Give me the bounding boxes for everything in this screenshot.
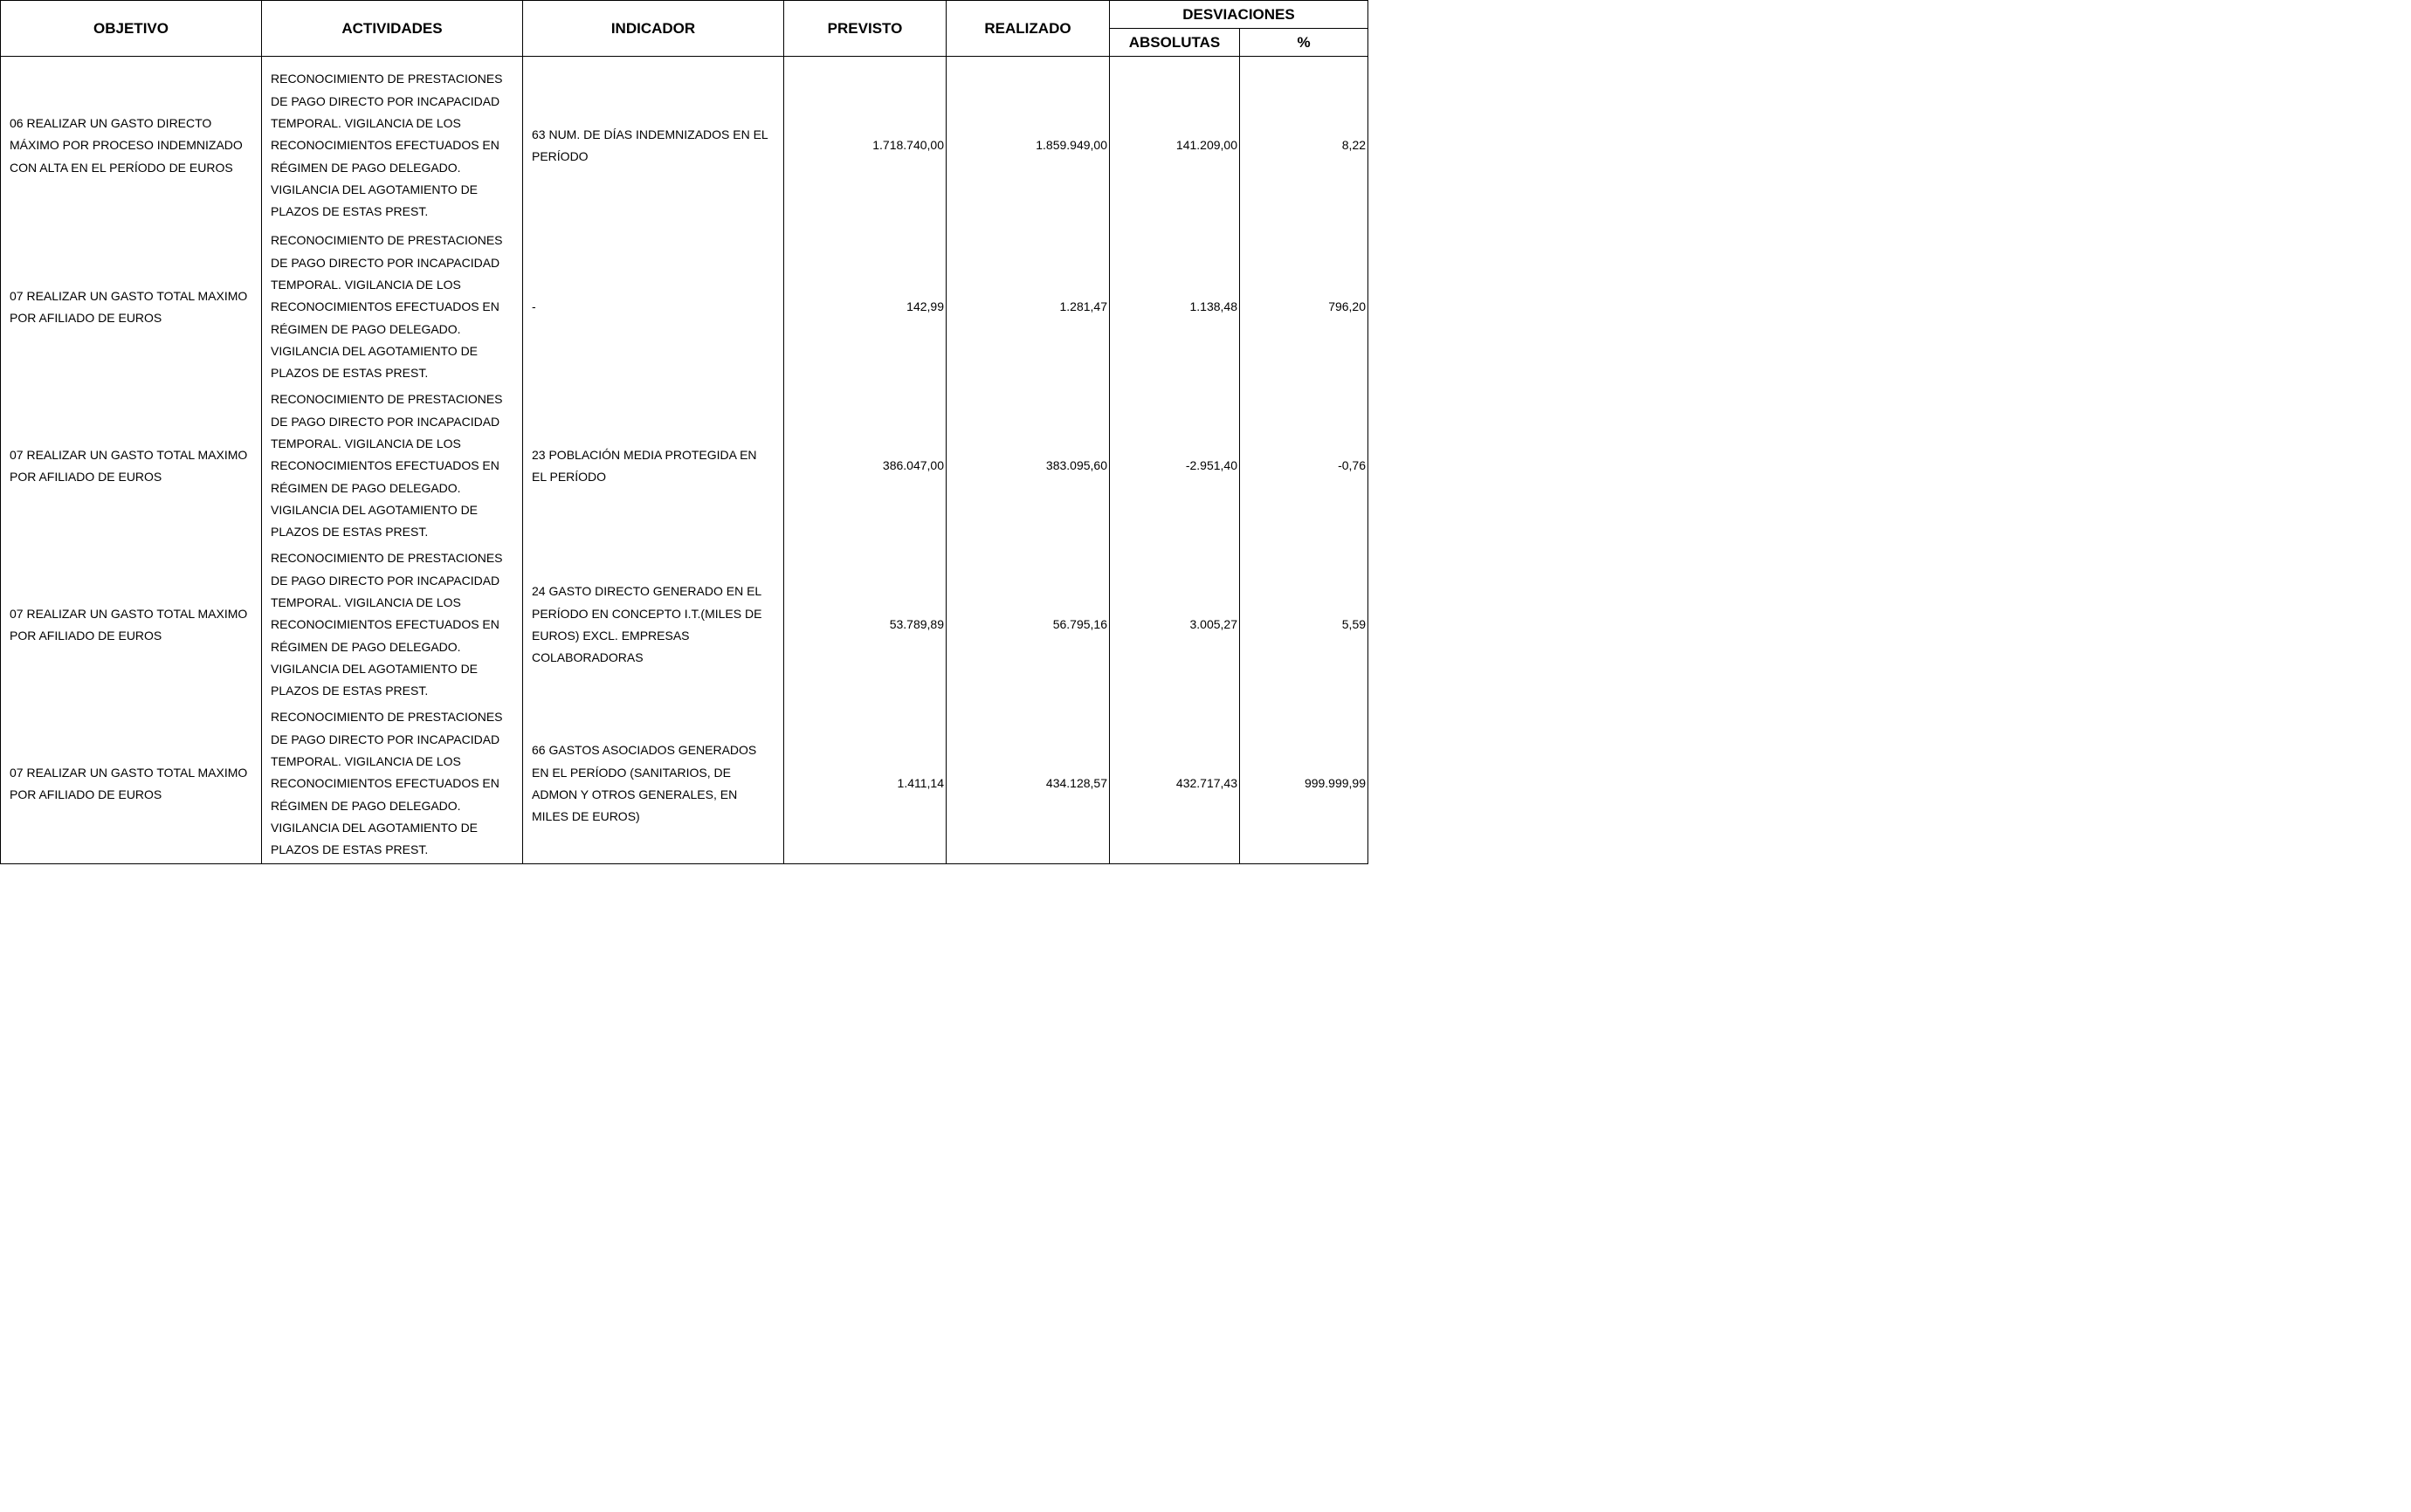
cell-objetivo: 07 REALIZAR UN GASTO TOTAL MAXIMO POR AFILIADO DE EUROS	[1, 387, 262, 546]
cell-actividades: RECONOCIMIENTO DE PRESTACIONES DE PAGO DIRECTO POR INCAPACIDAD TEMPORAL. VIGILANCIA DE LOS RECONOCIMIENTOS EFECTUADOS EN RÉGIMEN DE PAGO DELEGADO. VIGILANCIA DEL AGOTAMIENTO DE PLAZOS DE ESTAS PREST.	[262, 704, 523, 864]
cell-absolutas: 1.138,48	[1110, 228, 1240, 387]
header-realizado: REALIZADO	[947, 1, 1110, 57]
cell-actividades: RECONOCIMIENTO DE PRESTACIONES DE PAGO DIRECTO POR INCAPACIDAD TEMPORAL. VIGILANCIA DE LOS RECONOCIMIENTOS EFECTUADOS EN RÉGIMEN DE PAGO DELEGADO. VIGILANCIA DEL AGOTAMIENTO DE PLAZOS DE ESTAS PREST.	[262, 546, 523, 704]
cell-objetivo: 06 REALIZAR UN GASTO DIRECTO MÁXIMO POR PROCESO INDEMNIZADO CON ALTA EN EL PERÍODO DE EUROS	[1, 57, 262, 229]
cell-actividades: RECONOCIMIENTO DE PRESTACIONES DE PAGO DIRECTO POR INCAPACIDAD TEMPORAL. VIGILANCIA DE LOS RECONOCIMIENTOS EFECTUADOS EN RÉGIMEN DE PAGO DELEGADO. VIGILANCIA DEL AGOTAMIENTO DE PLAZOS DE ESTAS PREST.	[262, 228, 523, 387]
cell-indicador: 24 GASTO DIRECTO GENERADO EN EL PERÍODO EN CONCEPTO I.T.(MILES DE EUROS) EXCL. EMPRESAS COLABORADORAS	[523, 546, 784, 704]
cell-indicador: 66 GASTOS ASOCIADOS GENERADOS EN EL PERÍODO (SANITARIOS, DE ADMON Y OTROS GENERALES, EN MILES DE EUROS)	[523, 704, 784, 864]
cell-realizado: 56.795,16	[947, 546, 1110, 704]
cell-actividades: RECONOCIMIENTO DE PRESTACIONES DE PAGO DIRECTO POR INCAPACIDAD TEMPORAL. VIGILANCIA DE LOS RECONOCIMIENTOS EFECTUADOS EN RÉGIMEN DE PAGO DELEGADO. VIGILANCIA DEL AGOTAMIENTO DE PLAZOS DE ESTAS PREST.	[262, 57, 523, 229]
table-row	[1, 387, 1368, 546]
header-desviaciones: DESVIACIONES	[1110, 1, 1368, 29]
header-absolutas: ABSOLUTAS	[1110, 29, 1240, 57]
header-indicador: INDICADOR	[523, 1, 784, 57]
cell-absolutas: 3.005,27	[1110, 546, 1240, 704]
cell-absolutas: 141.209,00	[1110, 57, 1240, 229]
cell-porcentaje: 5,59	[1240, 546, 1368, 704]
cell-objetivo: 07 REALIZAR UN GASTO TOTAL MAXIMO POR AFILIADO DE EUROS	[1, 704, 262, 864]
cell-previsto: 53.789,89	[784, 546, 947, 704]
cell-realizado: 1.859.949,00	[947, 57, 1110, 229]
cell-objetivo: 07 REALIZAR UN GASTO TOTAL MAXIMO POR AFILIADO DE EUROS	[1, 228, 262, 387]
cell-indicador: 23 POBLACIÓN MEDIA PROTEGIDA EN EL PERÍODO	[523, 387, 784, 546]
header-previsto: PREVISTO	[784, 1, 947, 57]
cell-realizado: 434.128,57	[947, 704, 1110, 864]
table-row	[1, 546, 1368, 704]
table-row	[1, 704, 1368, 864]
cell-porcentaje: 796,20	[1240, 228, 1368, 387]
header-objetivo: OBJETIVO	[1, 1, 262, 57]
cell-realizado: 1.281,47	[947, 228, 1110, 387]
header-porcentaje: %	[1240, 29, 1368, 57]
cell-porcentaje: -0,76	[1240, 387, 1368, 546]
table-header	[1, 1, 1368, 57]
cell-objetivo: 07 REALIZAR UN GASTO TOTAL MAXIMO POR AFILIADO DE EUROS	[1, 546, 262, 704]
header-actividades: ACTIVIDADES	[262, 1, 523, 57]
cell-indicador: 63 NUM. DE DÍAS INDEMNIZADOS EN EL PERÍODO	[523, 57, 784, 229]
cell-indicador: -	[523, 228, 784, 387]
cell-porcentaje: 8,22	[1240, 57, 1368, 229]
cell-previsto: 1.718.740,00	[784, 57, 947, 229]
cell-absolutas: -2.951,40	[1110, 387, 1240, 546]
indicators-table	[0, 0, 1368, 864]
cell-porcentaje: 999.999,99	[1240, 704, 1368, 864]
cell-previsto: 386.047,00	[784, 387, 947, 546]
cell-realizado: 383.095,60	[947, 387, 1110, 546]
table-body	[1, 57, 1368, 864]
table-row	[1, 57, 1368, 229]
cell-absolutas: 432.717,43	[1110, 704, 1240, 864]
cell-previsto: 1.411,14	[784, 704, 947, 864]
cell-previsto: 142,99	[784, 228, 947, 387]
cell-actividades: RECONOCIMIENTO DE PRESTACIONES DE PAGO DIRECTO POR INCAPACIDAD TEMPORAL. VIGILANCIA DE LOS RECONOCIMIENTOS EFECTUADOS EN RÉGIMEN DE PAGO DELEGADO. VIGILANCIA DEL AGOTAMIENTO DE PLAZOS DE ESTAS PREST.	[262, 387, 523, 546]
table-row	[1, 228, 1368, 387]
